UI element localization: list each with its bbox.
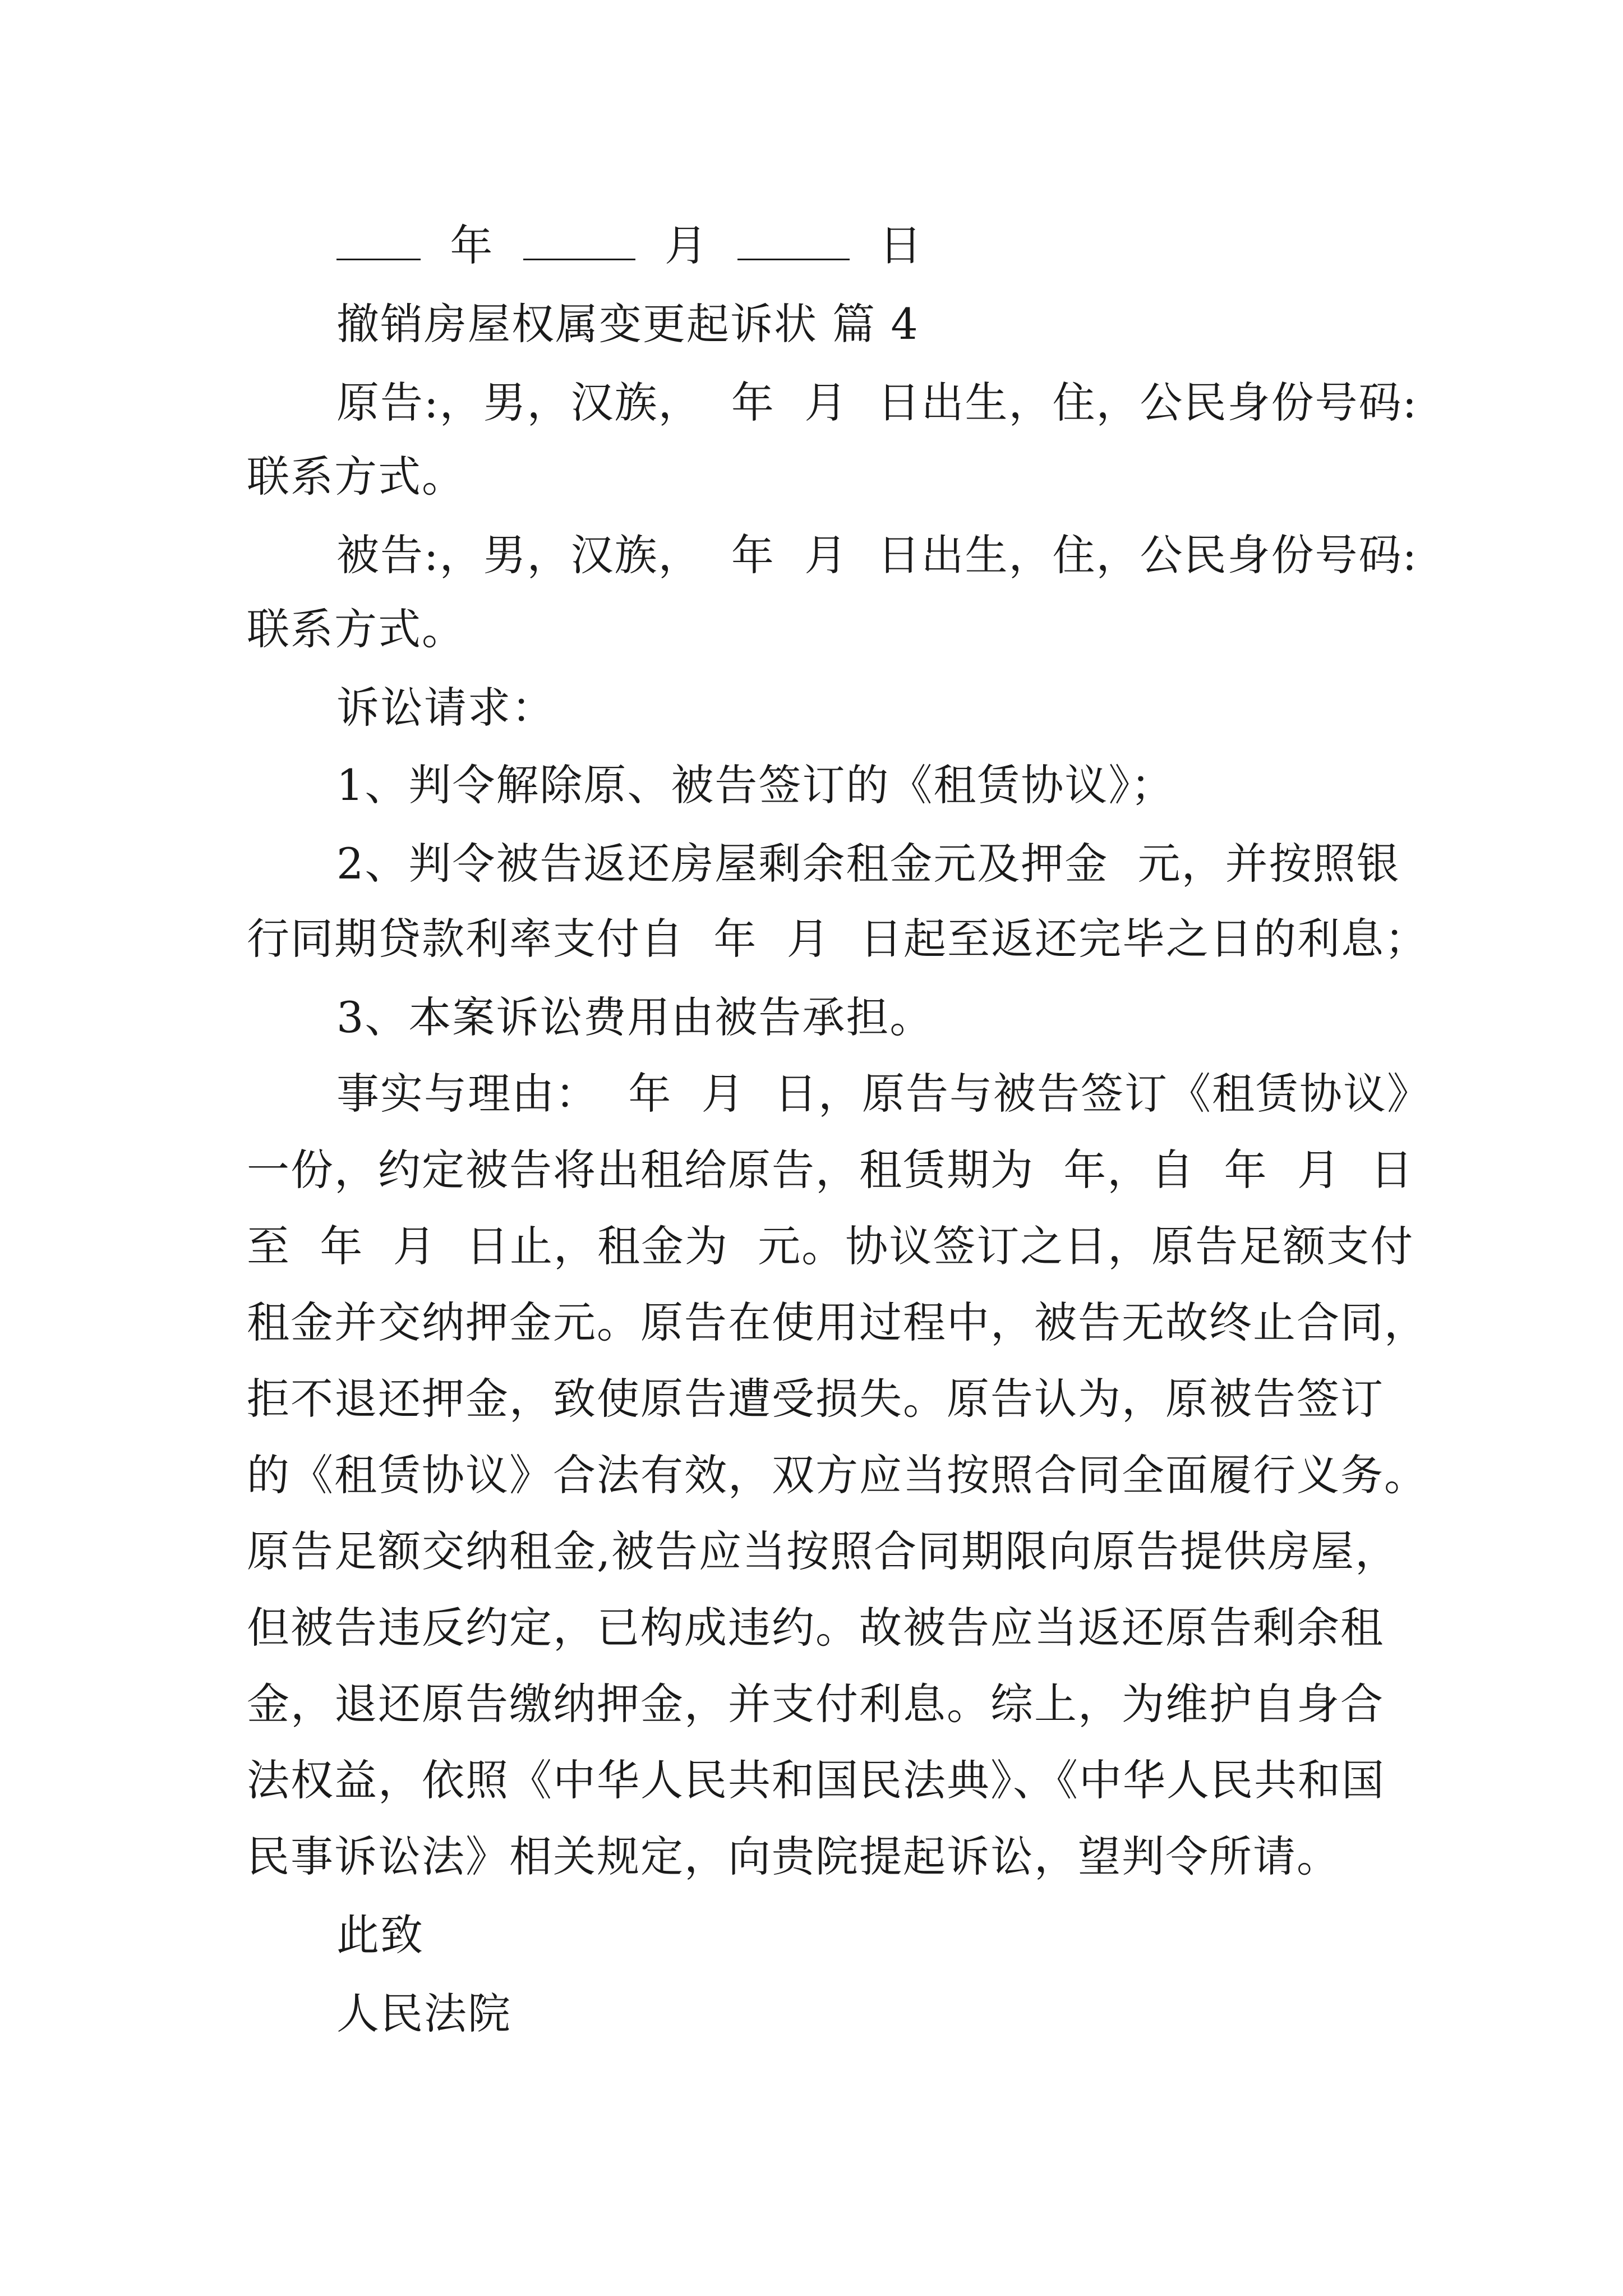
- facts-line-11: 民事诉讼法》相关规定，向贵院提起诉讼，望判令所请。: [247, 1832, 1340, 1881]
- facts-line-2: 一份，约定被告将出租给原告，租赁期为 年，自 年 月 日: [247, 1145, 1414, 1195]
- facts-line-4: 租金并交纳押金元。原告在使用过程中，被告无故终止合同，: [247, 1297, 1428, 1347]
- claims-heading: 诉讼请求：: [336, 683, 555, 733]
- claim-2-continued: 行同期贷款利率支付自 年 月 日起至返还完毕之日的利息；: [247, 914, 1428, 964]
- defendant-line-2: 联系方式。: [247, 604, 465, 654]
- facts-line-10: 法权益，依照《中华人民共和国民法典》、《中华人民共和国: [247, 1755, 1385, 1805]
- facts-line-6: 的《租赁协议》合法有效，双方应当按照合同全面履行义务。: [247, 1450, 1428, 1500]
- claim-2: 2、判令被告返还房屋剩余租金元及押金 元，并按照银: [336, 839, 1400, 889]
- facts-line-7: 原告足额交纳租金,被告应当按照合同期限向原告提供房屋，: [247, 1526, 1399, 1576]
- facts-line-3: 至 年 月 日止，租金为 元。协议签订之日，原告足额支付: [247, 1221, 1414, 1271]
- document-title: 撤销房屋权属变更起诉状 篇 4: [336, 299, 919, 349]
- closing-court: 人民法院: [336, 1989, 511, 2039]
- facts-line-9: 金，退还原告缴纳押金，并支付利息。综上，为维护自身合: [247, 1679, 1384, 1729]
- month-blank: [523, 225, 635, 260]
- claim-3: 3、本案诉讼费用由被告承担。: [336, 992, 934, 1042]
- day-blank: [737, 225, 850, 260]
- facts-line-5: 拒不退还押金，致使原告遭受损失。原告认为，原被告签订: [247, 1374, 1384, 1424]
- plaintiff-line-1: 原告:，男，汉族， 年 月 日出生，住，公民身份号码:: [336, 378, 1418, 427]
- date-line: [336, 218, 923, 274]
- defendant-line-1: 被告:，男，汉族， 年 月 日出生，住，公民身份号码:: [336, 530, 1418, 580]
- closing-salutation: 此致: [336, 1910, 424, 1960]
- month-label: 月: [664, 220, 708, 270]
- facts-line-8: 但被告违反约定，已构成违约。故被告应当返还原告剩余租: [247, 1603, 1384, 1653]
- claim-1: 1、判令解除原、被告签订的《租赁协议》；: [336, 760, 1175, 810]
- facts-line-1: 事实与理由： 年 月 日，原告与被告签订《租赁协议》: [336, 1069, 1431, 1119]
- day-label: 日: [879, 220, 923, 270]
- plaintiff-line-2: 联系方式。: [247, 452, 465, 501]
- year-label: 年: [450, 220, 494, 270]
- year-blank: [336, 225, 421, 260]
